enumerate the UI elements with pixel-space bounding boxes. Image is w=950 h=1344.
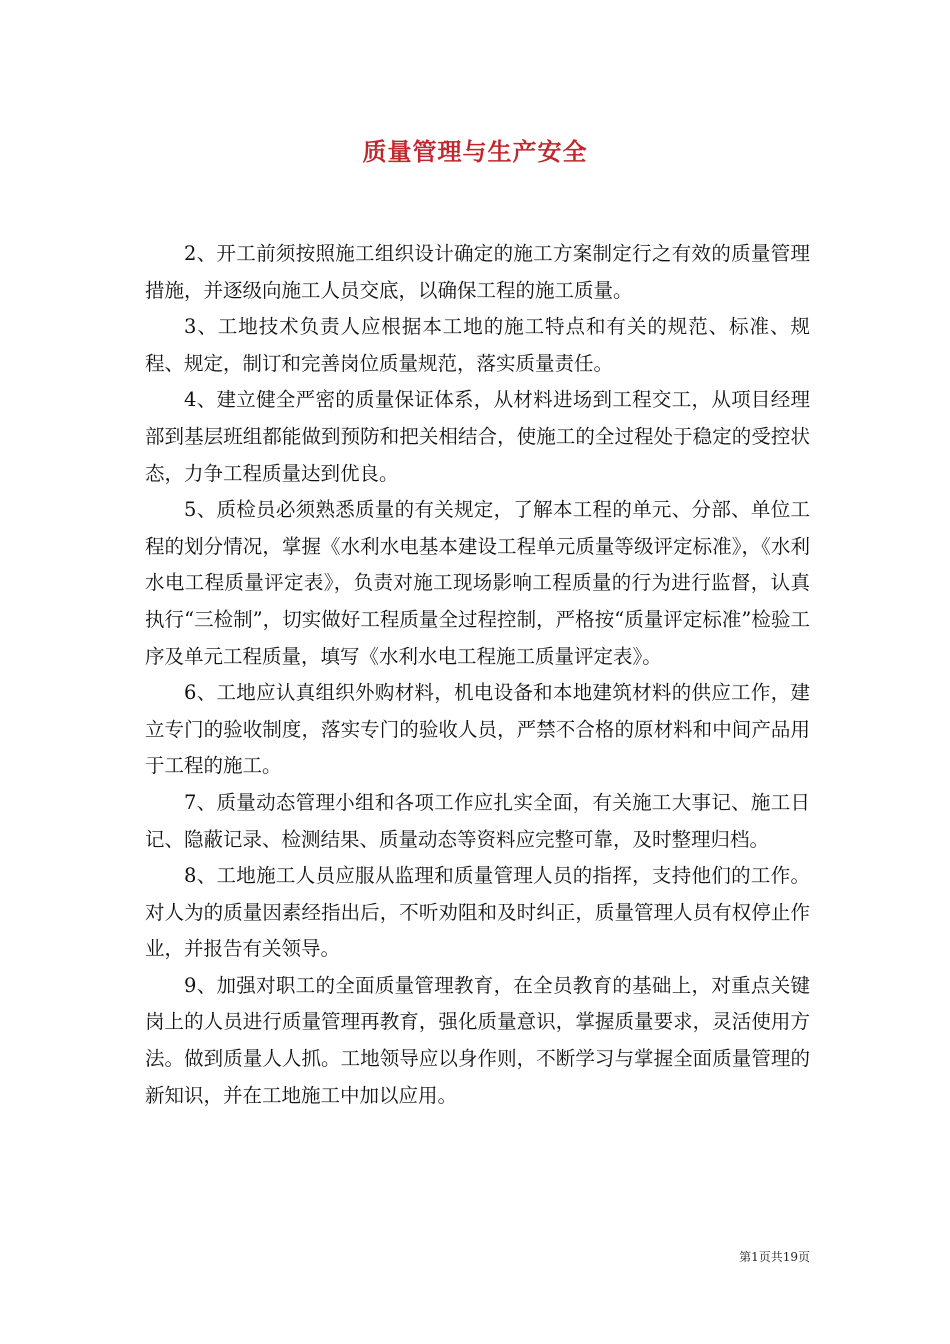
- paragraph: 6、工地应认真组织外购材料，机电设备和本地建筑材料的供应工作，建立专门的验收制度，落实专门的验收人员，严禁不合格的原材料和中间产品用于工程的施工。: [145, 681, 810, 778]
- document-title: 质量管理与生产安全: [362, 137, 588, 166]
- paragraph: 5、质检员必须熟悉质量的有关规定，了解本工程的单元、分部、单位工程的划分情况，掌握《水利水电基本建设工程单元质量等级评定标准》，《水利水电工程质量评定表》，负责对施工现场影响工程质量的行为进行监督，认真执行“三检制”，切实做好工程质量全过程控制，严格按“质量评定标准”检验工序及单元工程质量，填写《水利水电工程施工质量评定表》。: [145, 498, 810, 668]
- paragraph: 7、质量动态管理小组和各项工作应扎实全面，有关施工大事记、施工日记、隐蔽记录、检测结果、质量动态等资料应完整可靠，及时整理归档。: [145, 790, 810, 851]
- paragraph: 9、加强对职工的全面质量管理教育，在全员教育的基础上，对重点关键岗上的人员进行质量管理再教育，强化质量意识，掌握质量要求，灵活使用方法。做到质量人人抓。工地领导应以身作则，不断学习与掌握全面质量管理的新知识，并在工地施工中加以应用。: [145, 973, 810, 1107]
- paragraph: 3、工地技术负责人应根据本工地的施工特点和有关的规范、标准、规程、规定，制订和完善岗位质量规范，落实质量责任。: [145, 315, 810, 375]
- page-number-label: 第1页共19页: [739, 1250, 810, 1264]
- paragraph: 2、开工前须按照施工组织设计确定的施工方案制定行之有效的质量管理措施，并逐级向施工人员交底，以确保工程的施工质量。: [145, 242, 810, 302]
- document-body: [145, 236, 810, 1114]
- paragraph: 8、工地施工人员应服从监理和质量管理人员的指挥，支持他们的工作。对人为的质量因素经指出后，不听劝阻和及时纠正，质量管理人员有权停止作业，并报告有关领导。: [145, 864, 810, 961]
- page-number-footer: [700, 1248, 810, 1265]
- paragraph: 4、建立健全严密的质量保证体系，从材料进场到工程交工，从项目经理部到基层班组都能做到预防和把关相结合，使施工的全过程处于稳定的受控状态，力争工程质量达到优良。: [145, 388, 810, 485]
